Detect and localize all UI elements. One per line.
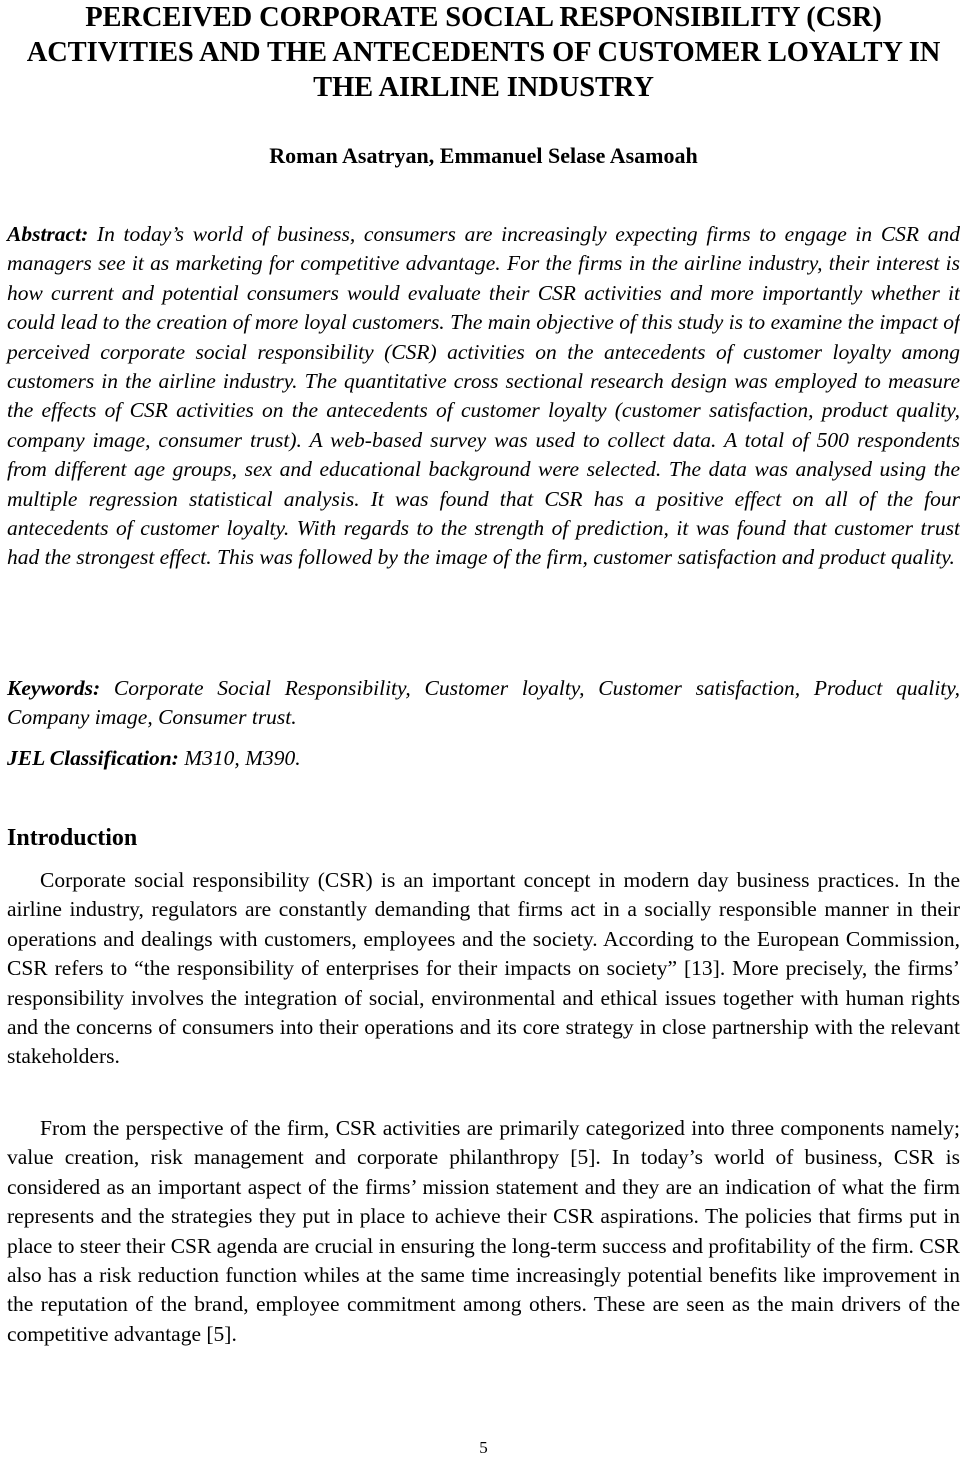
section-heading-introduction: Introduction [7, 825, 138, 851]
keywords-label: Keywords: [7, 676, 101, 700]
intro-paragraph: From the perspective of the firm, CSR activities are primarily categorized into three components namely; value creation, risk management and corporate philanthropy [5]. In today’s world of business, CSR is considered as an important aspect of the firms’ mission statement and they are an indication of what the firm represents and the strategies they put in place to achieve their CSR aspirations. The policies that firms put in place to steer their CSR agenda are crucial in ensuring the long-term success and profitability of the firm. CSR also has a risk reduction function whiles at the same time increasingly potential benefits like improvement in the reputation of the brand, employee commitment among others. These are seen as the main drivers of the competitive advantage [5]. [7, 1116, 960, 1346]
abstract-label: Abstract: [7, 222, 89, 246]
page-number: 5 [479, 1438, 488, 1457]
abstract [7, 220, 960, 573]
paper-page [7, 0, 960, 1461]
jel-classification [7, 744, 960, 773]
paper-authors: Roman Asatryan, Emmanuel Selase Asamoah [269, 143, 698, 168]
intro-paragraph: Corporate social responsibility (CSR) is an important concept in modern day business practices. In the airline industry, regulators are constantly demanding that firms act in a socially responsible manner in their operations and dealings with customers, employees and the society. According to the European Commission, CSR refers to “the responsibility of enterprises for their impacts on society” [13]. More precisely, the firms’ responsibility involves the integration of social, environmental and ethical issues together with human rights and the concerns of consumers into their operations and its core strategy in close partnership with the relevant stakeholders. [7, 868, 960, 1069]
jel-text: M310, M390. [184, 746, 301, 770]
keywords-text: Corporate Social Responsibility, Customer loyalty, Customer satisfaction, Product quality, Company image, Consumer trust. [7, 676, 960, 730]
abstract-text: In today’s world of business, consumers are increasingly expecting firms to engage in CSR and managers see it as marketing for competitive advantage. For the firms in the airline industry, their interest is how current and potential consumers would evaluate their CSR activities and more importantly whether it could lead to the creation of more loyal customers. The main objective of this study is to examine the impact of perceived corporate social responsibility (CSR) activities on the antecedents of customer loyalty among customers in the airline industry. The quantitative cross sectional research design was employed to measure the effects of CSR activities on the antecedents of customer loyalty (customer satisfaction, product quality, company image, consumer trust). A web-based survey was used to collect data. A total of 500 respondents from different age groups, sex and educational background were selected. The data was analysed using the multiple regression statistical analysis. It was found that CSR has a positive effect on all of the four antecedents of customer loyalty. With regards to the strength of prediction, it was found that customer trust had the strongest effect. This was followed by the image of the firm, customer satisfaction and product quality. [7, 222, 960, 570]
paper-title: PERCEIVED CORPORATE SOCIAL RESPONSIBILITY (CSR) ACTIVITIES AND THE ANTECEDENTS OF CUSTOMER LOYALTY IN THE AIRLINE INDUSTRY [26, 2, 941, 103]
keywords [7, 674, 960, 733]
jel-label: JEL Classification: [7, 746, 179, 770]
